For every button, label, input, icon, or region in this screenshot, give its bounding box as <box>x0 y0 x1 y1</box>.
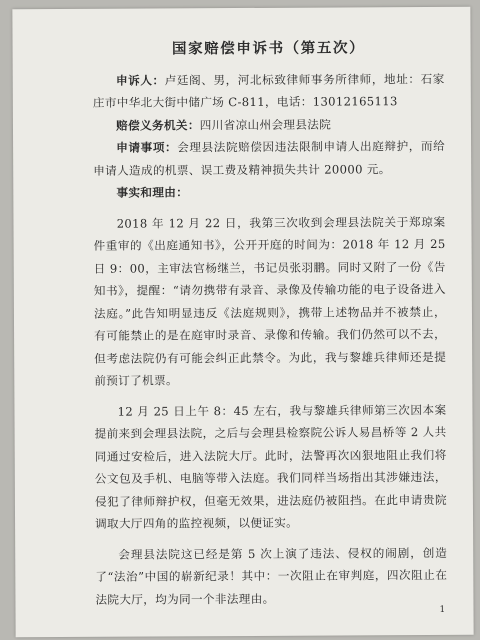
request-label: 申请事项： <box>116 140 178 155</box>
complainant-label: 申诉人： <box>115 72 165 88</box>
request-value: 会理县法院赔偿因违法限制申请人出庭辩护，而给申请人造成的机票、误工费及精神损失共计 20000 元。 <box>93 138 446 178</box>
body-paragraph-1: 2018 年 12 月 22 日，我第三次收到会理县法院关于郑琼案件重审的《出庭通知书》，公开开庭的时间为：2018 年 12 月 25 日 9：00，主审法官杨继兰，书记员张羽鹏。同时又附了一份《告知书》，提醒：“请勿携带有录音、录像及传输功能的电子设备进入法庭。”此告知明显违反《法庭规则》，携带上述物品并不被禁止，有可能禁止的是在庭审时录音、录像和传输。我们仍然可以不去，但考虑法院仍有可能会纠正此禁令。为此，我与黎雄兵律师还是提前预订了机票。 <box>93 214 447 388</box>
body-paragraph-3: 会理县法院这已经是第 5 次上演了违法、侵权的闹剧，创造了“法治”中国的崭新纪录！其中：一次阻止在审判庭，四次阻止在法院大厅，均为同一个非法理由。 <box>95 545 448 607</box>
body-paragraph-2: 12 月 25 日上午 8：45 左右，我与黎雄兵律师第三次因本案提前来到会理县法院，之后与会理县检察院公诉人易昌桥等 2 人共同通过安检后，进入法院大厅。此时，法警再次凶狠地阻止我们将公文包及手机、电脑等带入法庭。我们同样当场指出其涉嫌违法，侵犯了律师辩护权，但毫无效果，进法庭仍被阻挡。在此申请贵院调取大厅四角的监控视频，以便证实。 <box>94 402 447 531</box>
obligor-value: 四川省凉山州会理县法院 <box>199 117 332 132</box>
obligor-line <box>93 112 445 136</box>
page-number: 1 <box>439 604 446 615</box>
request-line <box>93 135 445 182</box>
obligor-label: 赔偿义务机关： <box>116 117 200 133</box>
document-title: 国家赔偿申诉书（第五次） <box>171 39 366 58</box>
complainant-line <box>93 67 445 114</box>
facts-heading: 事实和理由： <box>116 185 189 200</box>
document-body <box>93 37 448 611</box>
complainant-value: 卢廷阁、男，河北标致律师事务所律师，地址：石家庄市中华北大街中储广场 C-811，电话：13012165113 <box>92 71 445 110</box>
document-page <box>12 7 473 637</box>
